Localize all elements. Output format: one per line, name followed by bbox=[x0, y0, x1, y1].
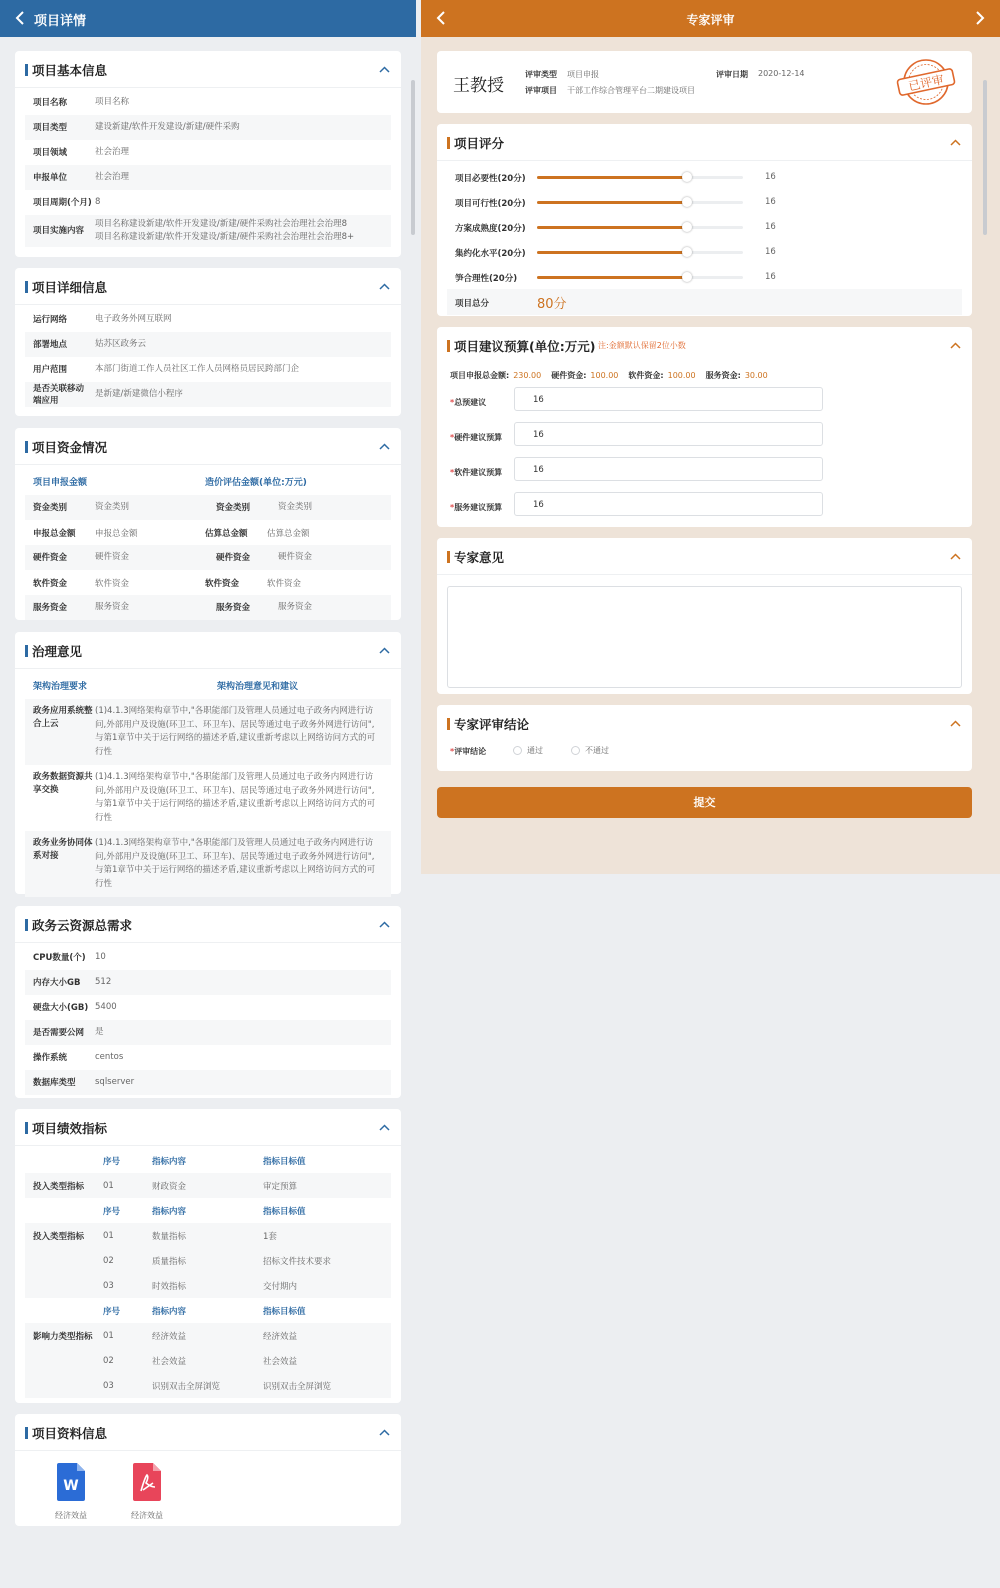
conclusion-card bbox=[437, 705, 972, 771]
info-row: 运行网络 电子政务外网互联网 bbox=[33, 314, 172, 325]
budget-input-row: *总预建议 16 bbox=[437, 386, 972, 421]
info-row: CPU数量(个) 10 bbox=[33, 952, 106, 963]
chevron-up-icon[interactable] bbox=[949, 136, 962, 149]
right-header bbox=[421, 0, 1000, 37]
hardware-budget-input[interactable]: 16 bbox=[514, 422, 823, 446]
pdf-file-icon bbox=[133, 1463, 161, 1501]
conclusion-header[interactable] bbox=[437, 705, 972, 737]
perf-header-row: 序号 指标内容 指标目标值 bbox=[103, 1206, 306, 1217]
info-row: 项目类型 建设新建/软件开发建设/新建/硬件采购 bbox=[25, 115, 391, 140]
cloud-resource-card bbox=[15, 906, 401, 1098]
total-budget-input[interactable]: 16 bbox=[514, 387, 823, 411]
section-title: 治理意见 bbox=[32, 644, 83, 659]
chevron-up-icon[interactable] bbox=[378, 918, 391, 931]
chevron-up-icon[interactable] bbox=[949, 339, 962, 352]
section-title: 专家评审结论 bbox=[454, 717, 530, 732]
chevron-up-icon[interactable] bbox=[949, 717, 962, 730]
performance-card bbox=[15, 1109, 401, 1403]
score-header[interactable] bbox=[437, 124, 972, 161]
svg-text:已评审: 已评审 bbox=[907, 72, 946, 94]
score-slider-row: 集约化水平(20分) 16 bbox=[455, 247, 776, 259]
info-row: 是否需要公网 是 bbox=[25, 1020, 391, 1045]
chevron-up-icon[interactable] bbox=[378, 440, 391, 453]
score-slider[interactable] bbox=[537, 176, 743, 179]
info-row: 部署地点 姑苏区政务云 bbox=[25, 332, 391, 357]
perf-header-row: 序号 指标内容 指标目标值 bbox=[103, 1306, 306, 1317]
svg-text:W: W bbox=[63, 1478, 79, 1494]
section-title: 项目评分 bbox=[454, 136, 505, 151]
gov-col-advice: 架构治理意见和建议 bbox=[217, 681, 299, 692]
perf-row: 02 质量指标 招标文件技术要求 bbox=[25, 1248, 391, 1273]
software-budget-input[interactable]: 16 bbox=[514, 457, 823, 481]
info-row: 项目周期(个月) 8 bbox=[33, 197, 101, 208]
governance-row: 政务业务协同体系对接 (1)4.1.3网络架构章节中,"各职能部门及管理人员通过电子政务内网进行访问,外部用户及设施(环卫工、环卫车)、居民等通过电子政务外网进行访问",与第1章节中关于运行网络的描述矛盾,建议重新考虑以上网络访问方式的可行性 bbox=[25, 831, 391, 897]
budget-input-row: *硬件建议预算 16 bbox=[437, 421, 972, 456]
funds-row: 资金类别 资金类别 资金类别 资金类别 bbox=[25, 495, 391, 520]
score-slider[interactable] bbox=[537, 201, 743, 204]
score-total-value: 80分 bbox=[537, 297, 567, 312]
section-title: 项目资金情况 bbox=[32, 440, 108, 455]
service-budget-input[interactable]: 16 bbox=[514, 492, 823, 516]
back-arrow-icon[interactable] bbox=[12, 9, 30, 27]
opinion-card bbox=[437, 538, 972, 694]
budget-input-row: *服务建议预算 16 bbox=[437, 491, 972, 526]
detail-info-header[interactable] bbox=[15, 268, 401, 305]
gov-col-req: 架构治理要求 bbox=[33, 681, 88, 692]
score-slider-row: 方案成熟度(20分) 16 bbox=[455, 222, 776, 234]
info-row: 项目实施内容 项目名称建设新建/软件开发建设/新建/硬件采购社会治理社会治理8 项目名称建设新建/软件开发建设/新建/硬件采购社会治理社会治理8+ bbox=[25, 215, 391, 247]
basic-info-card bbox=[15, 51, 401, 257]
funds-card bbox=[15, 428, 401, 620]
detail-info-card bbox=[15, 268, 401, 416]
budget-input-row: *软件建议预算 16 bbox=[437, 456, 972, 491]
budget-card bbox=[437, 327, 972, 527]
file-item[interactable]: W 经济效益 bbox=[33, 1463, 109, 1521]
info-row: 内存大小GB 512 bbox=[25, 970, 391, 995]
info-row: 是否关联移动端应用 是新建/新建微信小程序 bbox=[25, 382, 391, 407]
info-row: 项目名称 项目名称 bbox=[33, 97, 130, 108]
info-row: 硬盘大小(GB) 5400 bbox=[33, 1002, 117, 1013]
info-row: 项目领域 社会治理 bbox=[33, 147, 130, 158]
chevron-up-icon[interactable] bbox=[378, 1426, 391, 1439]
funds-row: 服务资金 服务资金 服务资金 服务资金 bbox=[25, 595, 391, 620]
budget-note: 注:金额默认保留2位小数 bbox=[598, 341, 686, 350]
info-row: 申报单位 社会治理 bbox=[25, 165, 391, 190]
section-title: 政务云资源总需求 bbox=[32, 918, 133, 933]
score-slider-row: 项目必要性(20分) 16 bbox=[455, 172, 776, 184]
funds-header[interactable] bbox=[15, 428, 401, 465]
chevron-up-icon[interactable] bbox=[378, 1121, 391, 1134]
chevron-up-icon[interactable] bbox=[378, 280, 391, 293]
perf-row: 投入类型指标 01 财政资金 审定预算 bbox=[25, 1173, 391, 1198]
pass-radio[interactable]: 通过 bbox=[513, 745, 543, 756]
score-slider-row: 项目可行性(20分) 16 bbox=[455, 197, 776, 209]
section-title: 项目基本信息 bbox=[32, 63, 108, 78]
score-card bbox=[437, 124, 972, 316]
opinion-header[interactable] bbox=[437, 538, 972, 575]
section-title: 项目建议预算(单位:万元) bbox=[454, 339, 596, 354]
perf-row: 02 社会效益 社会效益 bbox=[25, 1348, 391, 1373]
expert-info-card: 王教授 评审类型 项目申报 评审日期 2020-12-14 评审项目 干部工作综合管理平台二期建设项目 已评审 bbox=[437, 51, 972, 113]
chevron-up-icon[interactable] bbox=[378, 63, 391, 76]
funds-row: 硬件资金 硬件资金 硬件资金 硬件资金 bbox=[25, 545, 391, 570]
score-slider-row: 笋合理性(20分) 16 bbox=[455, 272, 776, 284]
reviewed-stamp-icon bbox=[893, 57, 959, 107]
perf-row: 投入类型指标 01 数量指标 1套 bbox=[25, 1223, 391, 1248]
perf-row: 03 识别双击全屏浏览 识别双击全屏浏览 bbox=[25, 1373, 391, 1398]
perf-row: 03 时效指标 交付期内 bbox=[25, 1273, 391, 1298]
conclusion-row: *评审结论 通过 不通过 bbox=[450, 746, 609, 756]
opinion-textarea[interactable] bbox=[447, 586, 962, 688]
governance-header[interactable] bbox=[15, 632, 401, 669]
section-title: 项目资料信息 bbox=[32, 1426, 108, 1441]
right-scrollbar[interactable] bbox=[983, 80, 987, 235]
project-detail-pane bbox=[0, 0, 416, 1588]
score-slider[interactable] bbox=[537, 251, 743, 254]
files-header[interactable] bbox=[15, 1414, 401, 1451]
score-slider[interactable] bbox=[537, 226, 743, 229]
funds-col-estimated: 造价评估金额(单位:万元) bbox=[205, 477, 307, 488]
cloud-resource-header[interactable] bbox=[15, 906, 401, 943]
fail-radio[interactable]: 不通过 bbox=[571, 745, 609, 756]
chevron-up-icon[interactable] bbox=[949, 550, 962, 563]
budget-summary: 项目申报总金额: 230.00 硬件资金: 100.00 软件资金: 100.00 服务资金: 30.00 bbox=[450, 370, 768, 380]
left-scrollbar[interactable] bbox=[411, 80, 415, 235]
governance-row: 政务应用系统整合上云 (1)4.1.3网络架构章节中,"各职能部门及管理人员通过电子政务内网进行访问,外部用户及设施(环卫工、环卫车)、居民等通过电子政务外网进行访问",与第1章节中关于运行网络的描述矛盾,建议重新考虑以上网络访问方式的可行性 bbox=[25, 699, 391, 765]
score-total-row: 项目总分 80分 bbox=[447, 289, 962, 315]
page-title: 项目详情 bbox=[34, 14, 87, 29]
section-title: 专家意见 bbox=[454, 550, 505, 565]
governance-row: 政务数据资源共享交换 (1)4.1.3网络架构章节中,"各职能部门及管理人员通过电子政务内网进行访问,外部用户及设施(环卫工、环卫车)、居民等通过电子政务外网进行访问",与第1章节中关于运行网络的描述矛盾,建议重新考虑以上网络访问方式的可行性 bbox=[33, 772, 376, 823]
funds-row: 软件资金 软件资金 软件资金 软件资金 bbox=[33, 578, 302, 589]
expert-review-pane bbox=[421, 0, 1000, 874]
score-slider[interactable] bbox=[537, 276, 743, 279]
info-row: 数据库类型 sqlserver bbox=[25, 1070, 391, 1095]
chevron-up-icon[interactable] bbox=[378, 644, 391, 657]
page-title: 专家评审 bbox=[686, 13, 735, 27]
perf-header-row: 序号 指标内容 指标目标值 bbox=[103, 1156, 306, 1167]
basic-info-header[interactable] bbox=[15, 51, 401, 88]
budget-header[interactable] bbox=[437, 327, 972, 364]
funds-row: 申报总金额 申报总金额 估算总金额 估算总金额 bbox=[33, 528, 310, 539]
section-title: 项目详细信息 bbox=[32, 280, 108, 295]
left-header bbox=[0, 0, 416, 37]
submit-button[interactable]: 提交 bbox=[437, 787, 972, 818]
forward-arrow-icon[interactable] bbox=[970, 9, 988, 27]
files-card bbox=[15, 1414, 401, 1526]
perf-row: 影响力类型指标 01 经济效益 经济效益 bbox=[25, 1323, 391, 1348]
expert-name: 王教授 bbox=[453, 76, 504, 96]
info-row: 用户范围 本部门街道工作人员社区工作人员网格员居民跨部门企 bbox=[33, 364, 300, 375]
funds-col-declared: 项目申报金额 bbox=[33, 477, 88, 488]
performance-header[interactable] bbox=[15, 1109, 401, 1146]
info-row: 操作系统 centos bbox=[33, 1052, 124, 1063]
word-file-icon bbox=[57, 1463, 85, 1501]
file-item[interactable]: 经济效益 bbox=[109, 1463, 185, 1521]
section-title: 项目绩效指标 bbox=[32, 1121, 108, 1136]
governance-card bbox=[15, 632, 401, 894]
